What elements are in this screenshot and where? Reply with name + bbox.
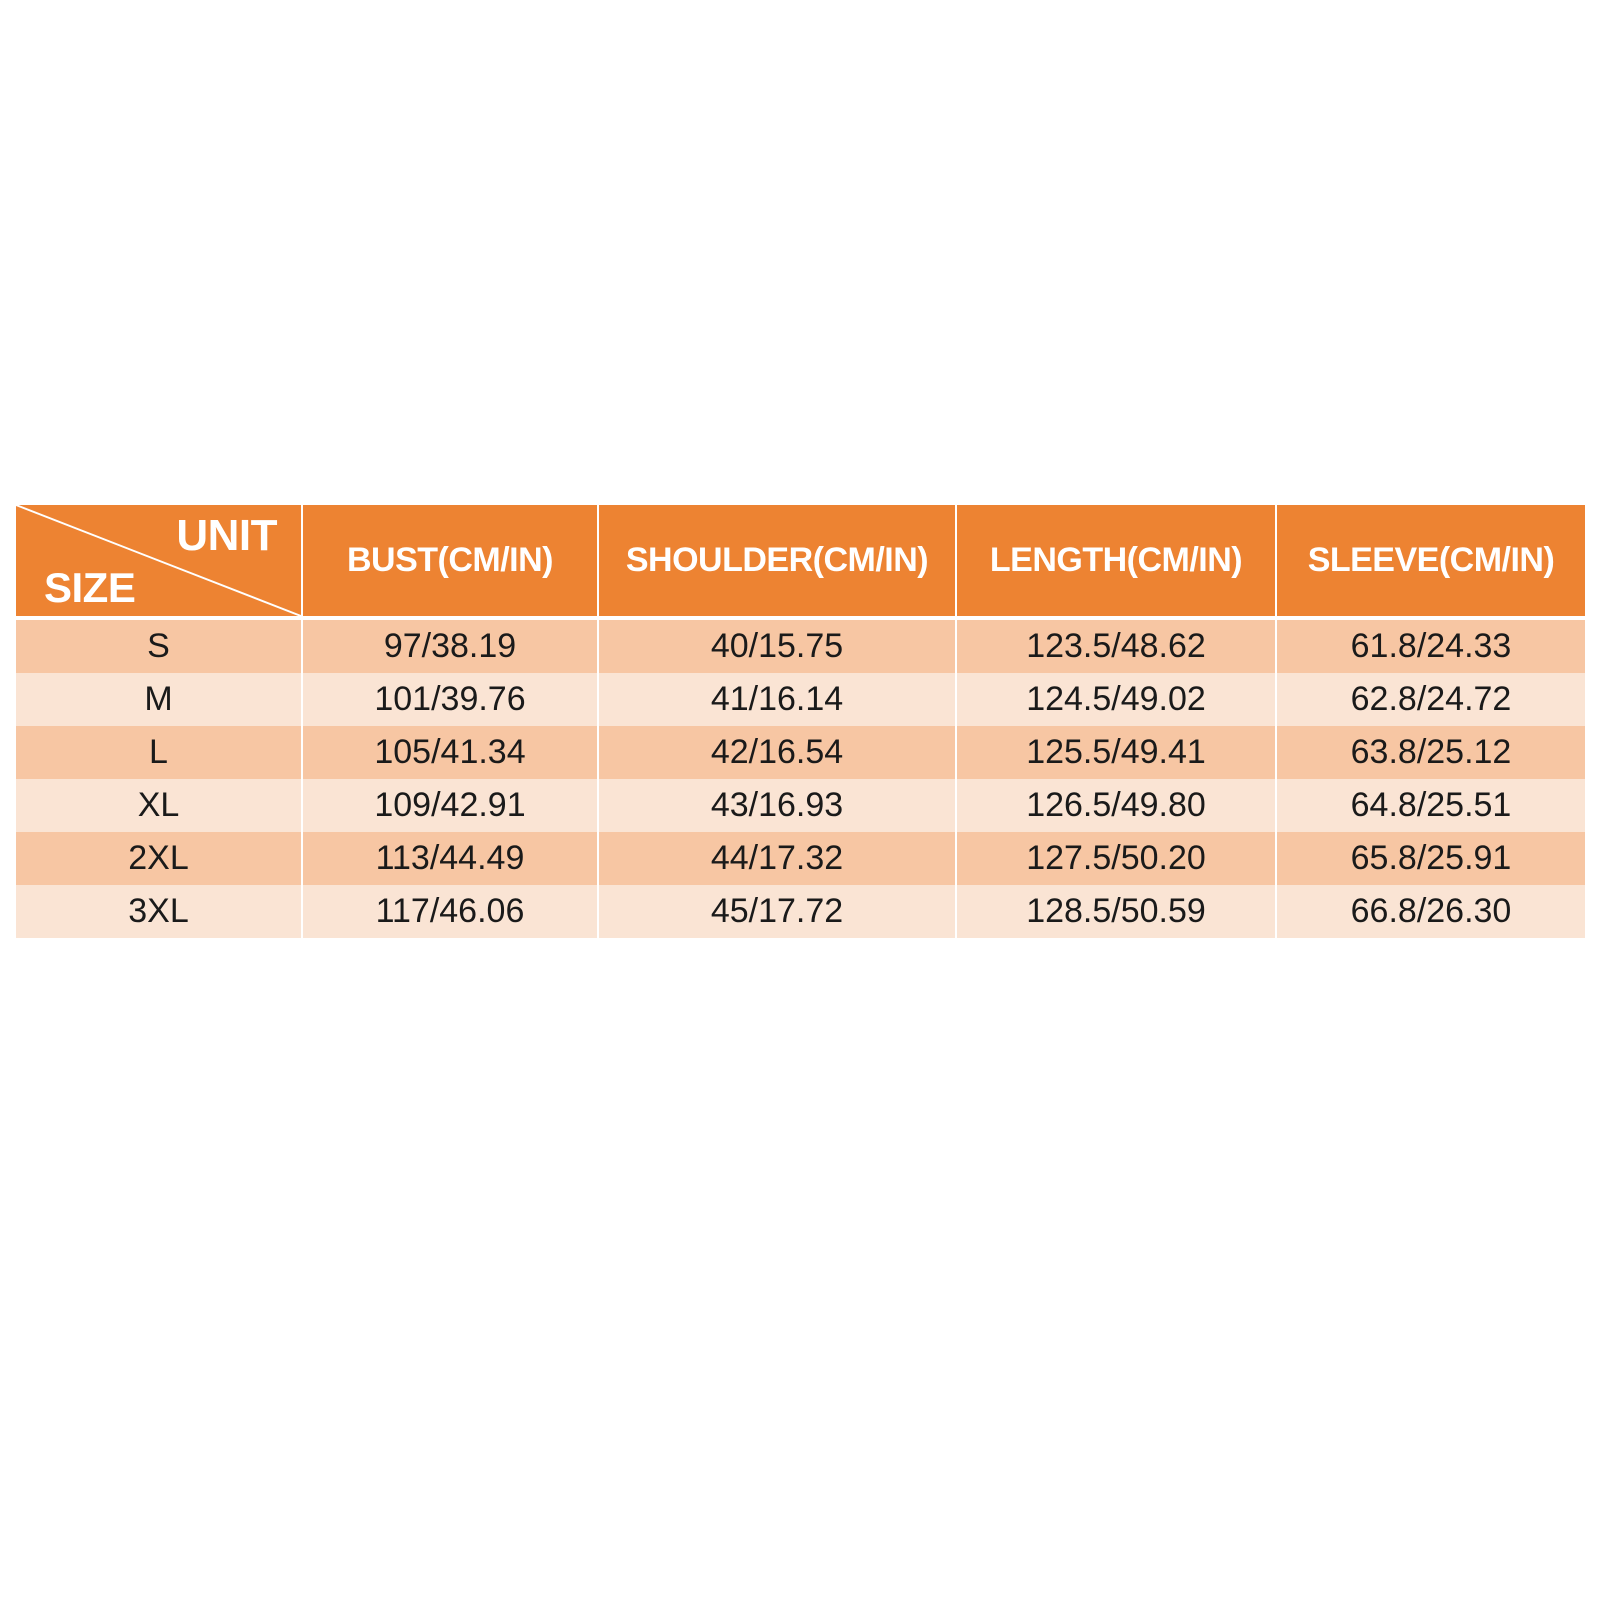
shoulder-cell: 40/15.75 xyxy=(599,620,957,673)
size-cell: XL xyxy=(16,779,303,832)
bust-cell: 101/39.76 xyxy=(303,673,599,726)
table-body xyxy=(16,620,1585,938)
length-cell: 125.5/49.41 xyxy=(957,726,1277,779)
shoulder-cell: 43/16.93 xyxy=(599,779,957,832)
size-label: SIZE xyxy=(44,564,136,611)
length-cell: 128.5/50.59 xyxy=(957,885,1277,938)
length-cell: 123.5/48.62 xyxy=(957,620,1277,673)
corner-header-cell xyxy=(16,505,303,620)
header-sleeve: SLEEVE(CM/IN) xyxy=(1277,505,1585,620)
header-shoulder: SHOULDER(CM/IN) xyxy=(599,505,957,620)
length-cell: 126.5/49.80 xyxy=(957,779,1277,832)
table-row xyxy=(16,620,1585,673)
table-row xyxy=(16,779,1585,832)
size-chart-table xyxy=(16,505,1585,938)
table-row xyxy=(16,726,1585,779)
bust-cell: 113/44.49 xyxy=(303,832,599,885)
sleeve-cell: 66.8/26.30 xyxy=(1277,885,1585,938)
table-row xyxy=(16,832,1585,885)
length-cell: 124.5/49.02 xyxy=(957,673,1277,726)
shoulder-cell: 41/16.14 xyxy=(599,673,957,726)
sleeve-cell: 64.8/25.51 xyxy=(1277,779,1585,832)
sleeve-cell: 61.8/24.33 xyxy=(1277,620,1585,673)
table-row xyxy=(16,673,1585,726)
size-cell: S xyxy=(16,620,303,673)
size-cell: 2XL xyxy=(16,832,303,885)
length-cell: 127.5/50.20 xyxy=(957,832,1277,885)
bust-cell: 105/41.34 xyxy=(303,726,599,779)
sleeve-cell: 63.8/25.12 xyxy=(1277,726,1585,779)
table-row xyxy=(16,885,1585,938)
size-cell: 3XL xyxy=(16,885,303,938)
bust-cell: 109/42.91 xyxy=(303,779,599,832)
sleeve-cell: 62.8/24.72 xyxy=(1277,673,1585,726)
unit-label: UNIT xyxy=(176,511,277,560)
header-length: LENGTH(CM/IN) xyxy=(957,505,1277,620)
shoulder-cell: 44/17.32 xyxy=(599,832,957,885)
shoulder-cell: 45/17.72 xyxy=(599,885,957,938)
header-bust: BUST(CM/IN) xyxy=(303,505,599,620)
size-cell: L xyxy=(16,726,303,779)
size-cell: M xyxy=(16,673,303,726)
bust-cell: 97/38.19 xyxy=(303,620,599,673)
header-row xyxy=(16,505,1585,620)
bust-cell: 117/46.06 xyxy=(303,885,599,938)
shoulder-cell: 42/16.54 xyxy=(599,726,957,779)
sleeve-cell: 65.8/25.91 xyxy=(1277,832,1585,885)
